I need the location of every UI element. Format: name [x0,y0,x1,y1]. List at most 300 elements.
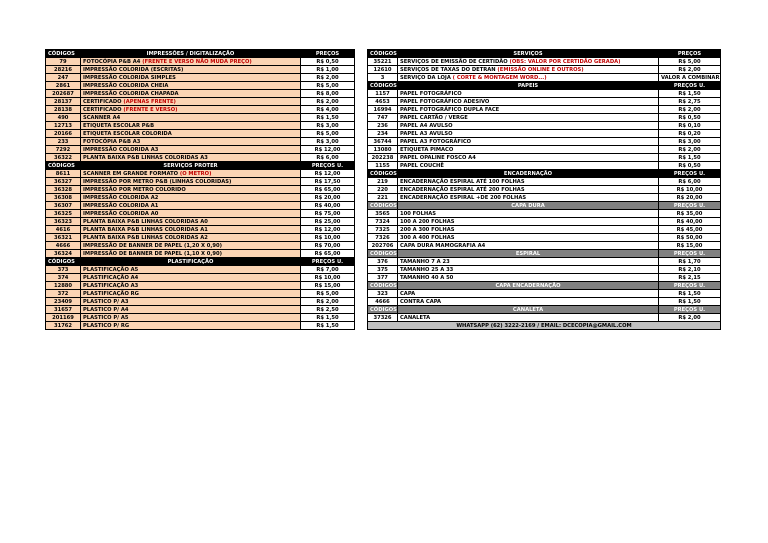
item-description-text: SERVIÇOS DE EMISSÃO DE CERTIDÃO [400,58,510,65]
item-price: R$ 10,00 [301,274,355,282]
item-price: VALOR A COMBINAR [659,74,721,82]
section-header [368,82,721,90]
header-prices: PREÇOS U. [659,250,721,258]
section-header [368,202,721,210]
item-description-text: PAPEL A3 FOTOGRÁFICO [400,138,472,145]
item-price: R$ 50,00 [659,234,721,242]
header-prices: PREÇOS U. [659,170,721,178]
table-row [46,74,355,82]
item-description-text: PLASTIFICAÇÃO A5 [83,266,139,273]
item-description [398,242,659,250]
item-code: 36325 [46,210,81,218]
table-row [368,210,721,218]
item-code: 7292 [46,146,81,154]
item-description-text: ENCADERNAÇÃO ESPIRAL +DE 200 FOLHAS [400,194,527,201]
item-description-text: PLASTICO P/ A3 [83,298,129,305]
item-description [81,234,301,242]
item-code: 219 [368,178,398,186]
item-description [81,282,301,290]
item-description-text: ENCADERNAÇÃO ESPIRAL ATÉ 100 FOLHAS [400,178,525,185]
item-description [398,98,659,106]
item-description-text: IMPRESSÃO DE BANNER DE PAPEL (1,20 X 0,90) [83,242,222,249]
item-price: R$ 0,50 [301,58,355,66]
table-row [46,58,355,66]
item-description [398,146,659,154]
table-row [368,298,721,306]
item-description [398,106,659,114]
header-codes: CÓDIGOS [368,170,398,178]
item-description-text: IMPRESSÃO POR METRO P&B (LINHAS COLORIDAS) [83,178,232,185]
item-price: R$ 5,00 [659,58,721,66]
item-description [398,122,659,130]
table-row [46,306,355,314]
table-row [46,234,355,242]
table-row [46,114,355,122]
table-row [368,234,721,242]
item-description-text: CONTRA CAPA [400,298,442,305]
table-row [46,290,355,298]
header-prices: PREÇOS U. [301,162,355,170]
item-description-text: ETIQUETA PIMACO [400,146,454,153]
item-description-text: ETIQUETA ESCOLAR COLORIDA [83,130,172,137]
item-code: 12610 [368,66,398,74]
item-description-text: 300 A 400 FOLHAS [400,234,455,241]
item-note: (O METRO) [179,170,212,177]
table-row [368,242,721,250]
item-code: 202238 [368,154,398,162]
header-prices: PREÇOS U. [659,282,721,290]
item-description [398,130,659,138]
item-description [398,138,659,146]
item-description [81,322,301,330]
item-code: 36744 [368,138,398,146]
header-title: CAPA DURA [398,202,659,210]
table-row [46,226,355,234]
item-price: R$ 15,00 [659,242,721,250]
item-description-text: SERVIÇOS DE TAXAS DO DETRAN [400,66,498,73]
item-price: R$ 1,50 [659,290,721,298]
item-description [81,202,301,210]
item-price: R$ 15,00 [301,282,355,290]
item-description [398,178,659,186]
item-price: R$ 1,50 [301,314,355,322]
table-row [46,242,355,250]
section-header [368,250,721,258]
item-code: 374 [46,274,81,282]
item-price: R$ 12,00 [301,146,355,154]
header-title: SERVIÇOS [398,50,659,58]
table-row [368,274,721,282]
item-description [398,218,659,226]
table-row [46,122,355,130]
item-description-text: TAMANHO 7 A 23 [400,258,450,265]
header-title: PLASTIFICAÇÃO [81,258,301,266]
section-header [368,50,721,58]
header-prices: PREÇOS [301,50,355,58]
item-code: 490 [46,114,81,122]
item-price: R$ 10,00 [301,234,355,242]
item-description [81,82,301,90]
item-price: R$ 5,00 [301,290,355,298]
item-price: R$ 2,50 [301,306,355,314]
item-code: 234 [368,130,398,138]
header-prices: PREÇOS U. [659,82,721,90]
item-description [398,186,659,194]
item-description-text: TAMANHO 40 A 50 [400,274,454,281]
item-description [81,170,301,178]
table-row [368,146,721,154]
item-description-text: CERTIFICADO [83,98,124,105]
right-price-table [367,49,721,330]
item-code: 4666 [368,298,398,306]
item-price: R$ 35,00 [659,210,721,218]
item-description-text: PLASTICO P/ A4 [83,306,129,313]
item-code: 8611 [46,170,81,178]
table-row [46,274,355,282]
table-row [368,290,721,298]
item-code: 36324 [46,250,81,258]
item-description [398,114,659,122]
item-code: 16994 [368,106,398,114]
item-code: 202687 [46,90,81,98]
item-description-text: 100 FOLHAS [400,210,436,217]
item-description-text: PLANTA BAIXA P&B LINHAS COLORIDAS A1 [83,226,208,233]
item-price: R$ 2,10 [659,266,721,274]
table-row [368,162,721,170]
item-description [81,218,301,226]
item-note: (EMISSÃO ONLINE E OUTROS) [497,66,584,73]
item-code: 373 [46,266,81,274]
item-code: 247 [46,74,81,82]
item-description [81,74,301,82]
item-price: R$ 0,20 [659,130,721,138]
item-description [81,122,301,130]
table-row [46,250,355,258]
item-description [81,66,301,74]
item-price: R$ 0,50 [659,114,721,122]
item-description-text: PLANTA BAIXA P&B LINHAS COLORIDAS A2 [83,234,208,241]
item-code: 7325 [368,226,398,234]
item-description [398,266,659,274]
table-row [368,138,721,146]
item-description-text: PLASTIFICAÇÃO RG [83,290,139,297]
header-prices: PREÇOS U. [301,258,355,266]
header-title: CANALETA [398,306,659,314]
item-description [398,58,659,66]
header-title: ENCADERNAÇÃO [398,170,659,178]
item-price: R$ 20,00 [301,194,355,202]
table-row [368,90,721,98]
section-header [46,50,355,58]
table-row [46,218,355,226]
table-row [368,226,721,234]
item-price: R$ 1,50 [659,90,721,98]
item-code: 79 [46,58,81,66]
table-row [46,210,355,218]
item-description-text: IMPRESSÃO COLORIDA A0 [83,210,159,217]
item-description-text: PAPEL COUCHÊ [400,162,444,169]
item-description [81,266,301,274]
section-header [368,170,721,178]
item-description-text: IMPRESSÃO COLORIDA A3 [83,146,159,153]
item-code: 36322 [46,154,81,162]
item-code: 36328 [46,186,81,194]
table-row [368,314,721,322]
table-row [368,122,721,130]
item-price: R$ 2,00 [659,314,721,322]
item-price: R$ 1,70 [659,258,721,266]
item-price: R$ 1,50 [301,322,355,330]
item-code: 372 [46,290,81,298]
item-description-text: PAPEL OPALINE FOSCO A4 [400,154,476,161]
item-code: 36308 [46,194,81,202]
item-price: R$ 12,00 [301,170,355,178]
table-row [46,154,355,162]
item-description-text: SCANNER A4 [83,114,121,121]
item-price: R$ 12,00 [301,226,355,234]
item-description [398,90,659,98]
item-code: 31762 [46,322,81,330]
item-price: R$ 2,15 [659,274,721,282]
item-description [81,98,301,106]
item-code: 7326 [368,234,398,242]
item-code: 35221 [368,58,398,66]
item-description-text: 100 A 200 FOLHAS [400,218,455,225]
item-description-text: ENCADERNAÇÃO ESPIRAL ATÉ 200 FOLHAS [400,186,525,193]
item-code: 1155 [368,162,398,170]
section-header [368,306,721,314]
item-code: 23409 [46,298,81,306]
item-code: 323 [368,290,398,298]
header-codes: CÓDIGOS [46,50,81,58]
item-code: 4666 [46,242,81,250]
header-codes: CÓDIGOS [368,202,398,210]
item-description [81,274,301,282]
item-description-text: CANALETA [400,314,431,321]
item-description [398,274,659,282]
table-row [46,130,355,138]
item-code: 1157 [368,90,398,98]
item-description [81,186,301,194]
item-description-text: PLASTICO P/ A5 [83,314,129,321]
item-note: ( CORTE & MONTAGEM WORD...) [452,74,547,81]
table-row [368,58,721,66]
table-row [46,322,355,330]
item-description [81,210,301,218]
item-code: 376 [368,258,398,266]
item-code: 28138 [46,106,81,114]
item-description-text: IMPRESSÃO POR METRO COLORIDO [83,186,186,193]
item-price: R$ 4,00 [301,106,355,114]
item-description-text: IMPRESSÃO COLORIDA CHAPADA [83,90,179,97]
item-description [398,74,659,82]
item-description-text: SCANNER EM GRANDE FORMATO [83,170,180,177]
item-description-text: PLANTA BAIXA P&B LINHAS COLORIDAS A3 [83,154,208,161]
item-price: R$ 3,00 [659,138,721,146]
table-row [46,202,355,210]
item-code: 4653 [368,98,398,106]
table-row [368,130,721,138]
table-row [46,170,355,178]
item-description-text: TAMANHO 25 A 33 [400,266,454,273]
table-row [368,186,721,194]
item-code: 13080 [368,146,398,154]
item-description-text: IMPRESSÃO COLORIDA A2 [83,194,159,201]
item-code: 28137 [46,98,81,106]
item-code: 3565 [368,210,398,218]
table-row [46,98,355,106]
item-description [398,162,659,170]
table-row [46,66,355,74]
table-row [46,194,355,202]
item-description [81,242,301,250]
item-code: 233 [46,138,81,146]
header-title: CAPA ENCADERNAÇÃO [398,282,659,290]
item-code: 236 [368,122,398,130]
item-price: R$ 2,00 [301,98,355,106]
item-description-text: PAPEL A3 AVULSO [400,130,453,137]
item-description [81,178,301,186]
item-description [398,154,659,162]
item-description-text: PAPEL FOTOGRÁFICO ADESIVO [400,98,490,105]
left-price-table [45,49,355,330]
item-price: R$ 5,00 [301,130,355,138]
item-description-text: CAPA DURA MAMOGRAFIA A4 [400,242,486,249]
table-row [368,194,721,202]
header-codes: CÓDIGOS [368,306,398,314]
table-row [368,74,721,82]
item-code: 7324 [368,218,398,226]
table-row [46,266,355,274]
section-header [46,258,355,266]
item-price: R$ 6,00 [659,178,721,186]
item-code: 375 [368,266,398,274]
item-description [398,210,659,218]
item-description [81,194,301,202]
item-code: 12880 [46,282,81,290]
item-code: 20166 [46,130,81,138]
item-description-text: PAPEL CARTÃO / VERGE [400,114,468,121]
item-code: 377 [368,274,398,282]
header-prices: PREÇOS [659,50,721,58]
item-code: 36307 [46,202,81,210]
item-description [398,290,659,298]
item-code: 36323 [46,218,81,226]
item-description-text: IMPRESSÃO COLORIDA SIMPLES [83,74,176,81]
item-description [398,234,659,242]
item-price: R$ 70,00 [301,242,355,250]
header-prices: PREÇOS U. [659,306,721,314]
item-description-text: 200 A 300 FOLHAS [400,226,455,233]
contact-info: WHATSAPP (62) 3222-2169 / EMAIL: DCECOPIA@GMAIL.COM [368,322,721,330]
item-price: R$ 75,00 [301,210,355,218]
item-description [398,258,659,266]
item-price: R$ 2,00 [659,106,721,114]
item-description-text: SERVIÇO DA LOJA [400,74,453,81]
item-code: 37326 [368,314,398,322]
item-description [81,250,301,258]
item-description-text: PLASTICO P/ RG [83,322,130,329]
item-note: (APENAS FRENTE) [123,98,176,105]
item-description-text: FOTOCÓPIA P&B A4 [83,58,141,65]
table-row [368,258,721,266]
item-description [81,154,301,162]
table-row [46,298,355,306]
item-price: R$ 17,50 [301,178,355,186]
item-price: R$ 40,00 [301,202,355,210]
item-price: R$ 20,00 [659,194,721,202]
table-row [368,114,721,122]
item-description-text: PLASTIFICAÇÃO A3 [83,282,139,289]
table-row [46,186,355,194]
item-description [398,194,659,202]
item-description [81,146,301,154]
header-title: PAPEIS [398,82,659,90]
item-description [81,226,301,234]
item-description-text: PAPEL A4 AVULSO [400,122,453,129]
section-header [368,282,721,290]
item-code: 36327 [46,178,81,186]
item-description [81,106,301,114]
item-description [81,298,301,306]
item-price: R$ 25,00 [301,218,355,226]
item-description [398,226,659,234]
item-code: 36321 [46,234,81,242]
header-codes: CÓDIGOS [368,50,398,58]
header-prices: PREÇOS U. [659,202,721,210]
table-row [368,266,721,274]
item-description [81,114,301,122]
item-description [81,306,301,314]
item-code: 221 [368,194,398,202]
item-description [81,130,301,138]
item-description-text: IMPRESSÃO COLORIDA CHEIA [83,82,169,89]
item-description [81,90,301,98]
item-price: R$ 2,75 [659,98,721,106]
item-price: R$ 8,00 [301,90,355,98]
item-price: R$ 2,00 [301,298,355,306]
item-code: 12713 [46,122,81,130]
table-row [46,138,355,146]
item-price: R$ 10,00 [659,186,721,194]
item-price: R$ 1,50 [659,298,721,306]
item-note: (FRENTE E VERSO NÃO MUDA PREÇO) [140,58,252,65]
header-codes: CÓDIGOS [368,82,398,90]
item-description-text: PLANTA BAIXA P&B LINHAS COLORIDAS A0 [83,218,208,225]
item-code: 220 [368,186,398,194]
table-row [46,90,355,98]
item-description-text: CAPA [400,290,416,297]
item-price: R$ 3,00 [301,138,355,146]
item-code: 31657 [46,306,81,314]
item-code: 4616 [46,226,81,234]
item-price: R$ 2,00 [659,66,721,74]
header-title: IMPRESSÕES / DIGITALIZAÇÃO [81,50,301,58]
item-description [398,66,659,74]
item-price: R$ 65,00 [301,186,355,194]
table-row [368,218,721,226]
item-code: 202706 [368,242,398,250]
item-code: 3 [368,74,398,82]
item-description [398,298,659,306]
item-description-text: ETIQUETA ESCOLAR P&B [83,122,155,129]
table-row [368,154,721,162]
contact-footer [368,322,721,330]
item-price: R$ 2,00 [301,74,355,82]
table-row [46,82,355,90]
item-price: R$ 2,00 [659,146,721,154]
section-header [46,162,355,170]
